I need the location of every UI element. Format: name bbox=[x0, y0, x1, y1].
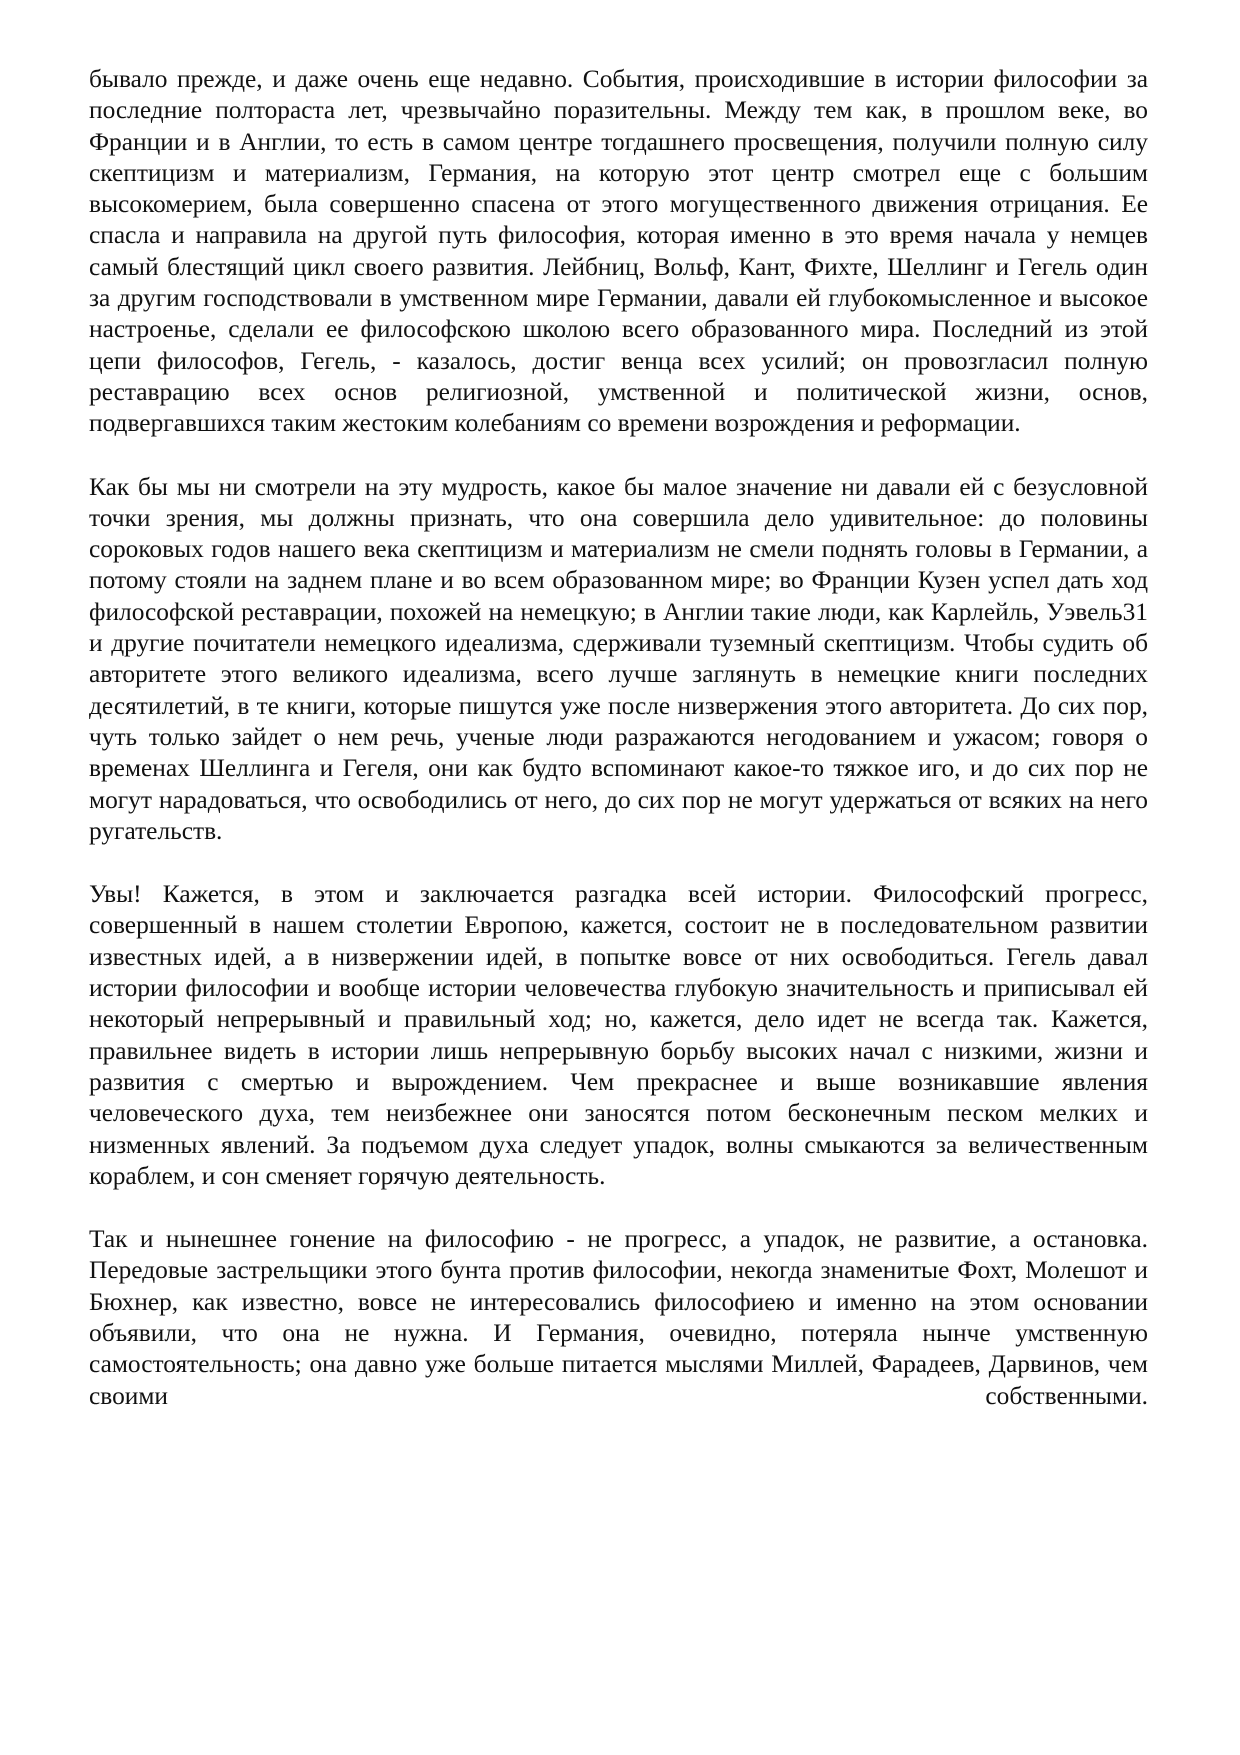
paragraph: Так и нынешнее гонение на философию - не прогресс, а упадок, не развитие, а остановка. Передовые застрельщики этого бунта против философии, некогда знаменитые Фохт, Молешот и Бюхнер, как известно, вовсе не интересовались философиею и именно на этом основании объявили, что она не нужна. И Германия, очевидно, потеряла нынче умственную самостоятельность; она давно уже больше питается мыслями Миллей, Фарадеев, Дарвинов, чем своими собственными. bbox=[89, 1225, 1148, 1410]
paragraph: бывало прежде, и даже очень еще недавно. События, происходившие в истории философии за последние полтораста лет, чрезвычайно поразительны. Между тем как, в прошлом веке, во Франции и в Англии, то есть в самом центре тогдашнего просвещения, получили полную силу скептицизм и материализм, Германия, на которую этот центр смотрел еще с большим высокомерием, была совершенно спасена от этого могущественного движения отрицания. Ее спасла и направила на другой путь философия, которая именно в это время начала у немцев самый блестящий цикл своего развития. Лейбниц, Вольф, Кант, Фихте, Шеллинг и Гегель один за другим господствовали в умственном мире Германии, давали ей глубокомысленное и высокое настроенье, сделали ее философскою школою всего образованного мира. Последний из этой цепи философов, Гегель, - казалось, достиг венца всех усилий; он провозгласил полную реставрацию всех основ религиозной, умственной и политической жизни, основ, подвергавшихся таким жестоким колебаниям со времени возрождения и реформации. bbox=[89, 65, 1148, 438]
body-text bbox=[89, 64, 1148, 1412]
paragraph: Увы! Кажется, в этом и заключается разгадка всей истории. Философский прогресс, совершенный в нашем столетии Европою, кажется, состоит не в последовательном развитии известных идей, а в низвержении идей, в попытке вовсе от них освободиться. Гегель давал истории философии и вообще истории человечества глубокую значительность и приписывал ей некоторый непрерывный и правильный ход; но, кажется, дело идет не всегда так. Кажется, правильнее видеть в истории лишь непрерывную борьбу высоких начал с низкими, жизни и развития с смертью и вырождением. Чем прекраснее и выше возникавшие явления человеческого духа, тем неизбежнее они заносятся потом бесконечным песком мелких и низменных явлений. За подъемом духа следует упадок, волны смыкаются за величественным кораблем, и сон сменяет горячую деятельность. bbox=[89, 880, 1148, 1190]
paragraph: Как бы мы ни смотрели на эту мудрость, какое бы малое значение ни давали ей с безусловной точки зрения, мы должны признать, что она совершила дело удивительное: до половины сороковых годов нашего века скептицизм и материализм не смели поднять головы в Германии, а потому стояли на заднем плане и во всем образованном мире; во Франции Кузен успел дать ход философской реставрации, похожей на немецкую; в Англии такие люди, как Карлейль, Уэвель31 и другие почитатели немецкого идеализма, сдерживали туземный скептицизм. Чтобы судить об авторитете этого великого идеализма, всего лучше заглянуть в немецкие книги последних десятилетий, в те книги, которые пишутся уже после низвержения этого авторитета. До сих пор, чуть только зайдет о нем речь, ученые люди разражаются негодованием и ужасом; говоря о временах Шеллинга и Гегеля, они как будто вспоминают какое-то тяжкое иго, и до сих пор не могут нарадоваться, что освободились от него, до сих пор не могут удержаться от всяких на него ругательств. bbox=[89, 472, 1148, 845]
